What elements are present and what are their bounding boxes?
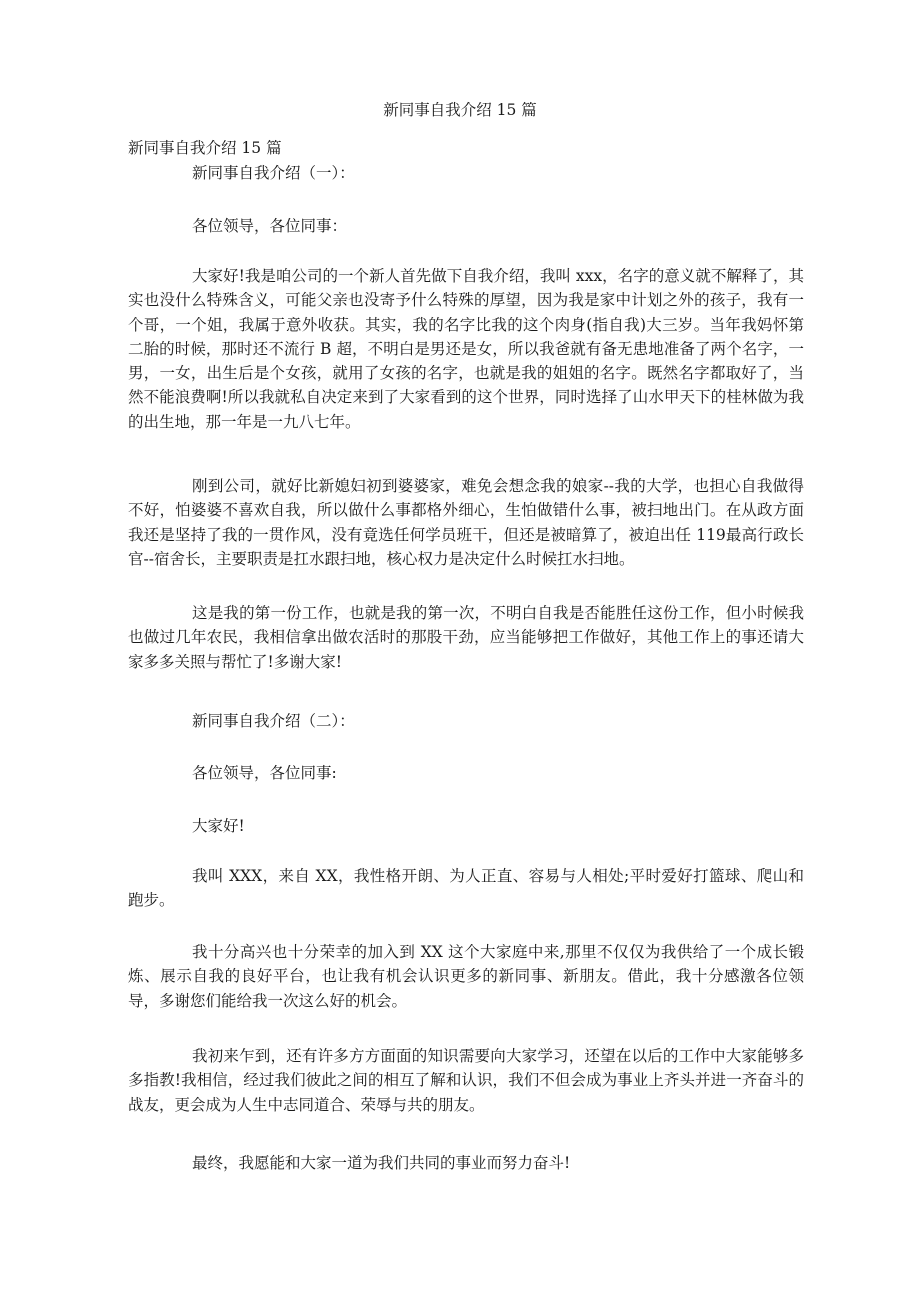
- greeting-2: 各位领导，各位同事:: [192, 764, 337, 782]
- document-title: 新同事自我介绍 15 篇: [383, 101, 537, 119]
- paragraph-1-3: 这是我的第一份工作，也就是我的第一次，不明白自我是否能胜任这份工作，但小时候我也做过几年农民，我相信拿出做农活时的那股干劲，应当能够把工作做好，其他工作上的事还请大家多多关照与帮忙了!多谢大家!: [128, 604, 804, 671]
- section-heading-2: 新同事自我介绍（二）：: [192, 712, 355, 730]
- paragraph-2-3: 我初来乍到，还有许多方方面面的知识需要向大家学习，还望在以后的工作中大家能够多多指教!我相信，经过我们彼此之间的相互了解和认识，我们不但会成为事业上齐头并进一齐奋斗的战友，更会成为人生中志同道合、荣辱与共的朋友。: [128, 1047, 804, 1114]
- document-subtitle: 新同事自我介绍 15 篇: [128, 139, 282, 157]
- section-heading-1: 新同事自我介绍（一）：: [192, 164, 355, 182]
- paragraph-1-1: 大家好!我是咱公司的一个新人首先做下自我介绍，我叫 xxx，名字的意义就不解释了，其实也没什么特殊含义，可能父亲也没寄予什么特殊的厚望，因为我是家中计划之外的孩子，我有一个哥，一个姐，我属于意外收获。其实，我的名字比我的这个肉身(指自我)大三岁。当年我妈怀第二胎的时候，那时还不流行 B 超，不明白是男还是女，所以我爸就有备无患地准备了两个名字，一男，一女，出生后是个女孩，就用了女孩的名字，也就是我的姐姐的名字。既然名字都取好了，当然不能浪费啊!所以我就私自决定来到了大家看到的这个世界，同时选择了山水甲天下的桂林做为我的出生地，那一年是一九八七年。: [128, 267, 804, 431]
- paragraph-2-1: 我叫 XXX，来自 XX，我性格开朗、为人正直、容易与人相处;平时爱好打篮球、爬山和跑步。: [128, 867, 804, 910]
- paragraph-2-4: 最终，我愿能和大家一道为我们共同的事业而努力奋斗!: [192, 1154, 571, 1172]
- paragraph-1-2: 刚到公司，就好比新媳妇初到婆婆家，难免会想念我的娘家--我的大学，也担心自我做得不好，怕婆婆不喜欢自我，所以做什么事都格外细心，生怕做错什么事，被扫地出门。在从政方面我还是坚持了我的一贯作风，没有竟选任何学员班干，但还是被暗算了，被迫出任 119最高行政长官--宿舍长，主要职责是扛水跟扫地，核心权力是决定什么时候扛水扫地。: [128, 477, 804, 568]
- paragraph-2-2: 我十分高兴也十分荣幸的加入到 XX 这个大家庭中来,那里不仅仅为我供给了一个成长锻炼、展示自我的良好平台，也让我有机会认识更多的新同事、新朋友。借此，我十分感激各位领导，多谢您们能给我一次这么好的机会。: [128, 943, 804, 1010]
- greeting-1: 各位领导，各位同事：: [192, 217, 348, 235]
- hello-2: 大家好!: [192, 817, 245, 835]
